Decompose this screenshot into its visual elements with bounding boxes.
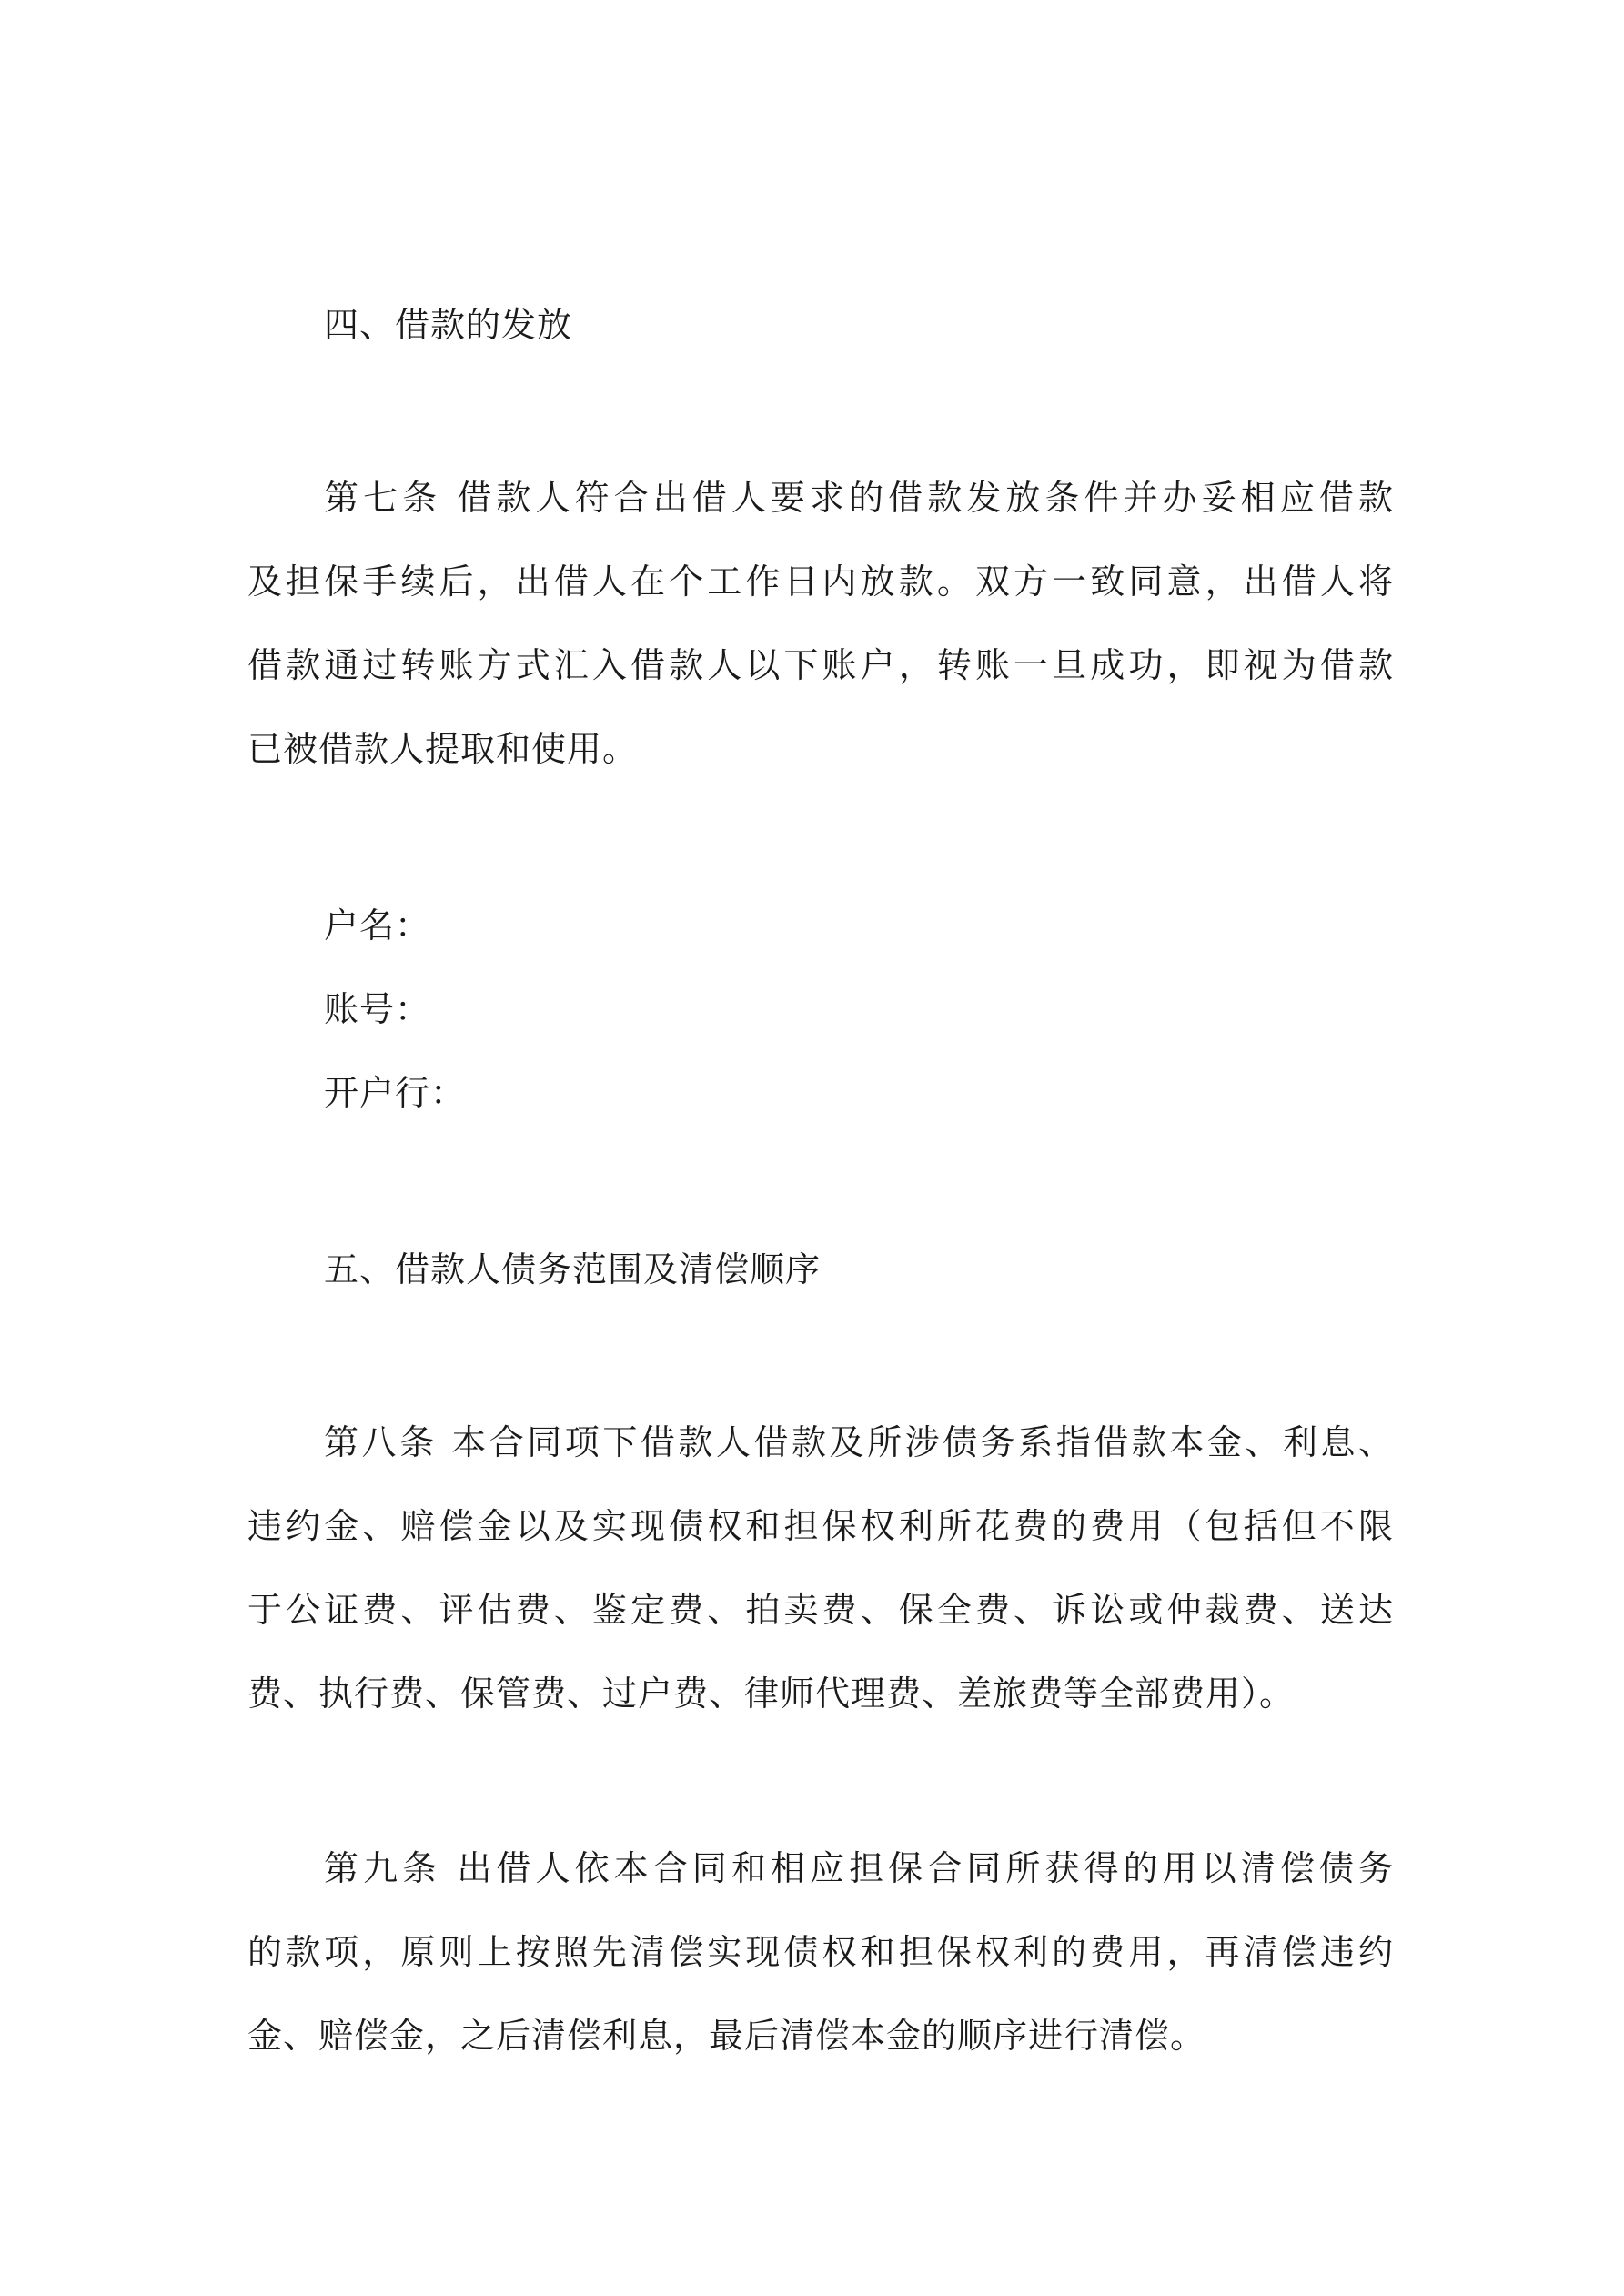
article-9-line-1: 第九条 出借人依本合同和相应担保合同所获得的用以清偿债务 xyxy=(324,1848,1394,1888)
account-number-label: 账号： xyxy=(324,989,431,1029)
account-name-label: 户名： xyxy=(324,905,431,946)
article-7-line-2: 及担保手续后，出借人在个工作日内放款。双方一致同意，出借人将 xyxy=(247,561,1394,602)
article-8-line-1: 第八条 本合同项下借款人借款及所涉债务系指借款本金、利息、 xyxy=(324,1422,1394,1462)
account-bank-label: 开户行： xyxy=(324,1073,467,1113)
section-heading-five: 五、借款人债务范围及清偿顺序 xyxy=(324,1249,822,1290)
article-7-line-4: 已被借款人提取和使用。 xyxy=(247,729,639,769)
section-heading-four: 四、借款的发放 xyxy=(324,305,573,345)
article-7-line-3: 借款通过转账方式汇入借款人以下账户，转账一旦成功，即视为借款 xyxy=(247,645,1394,685)
article-8-line-4: 费、执行费、保管费、过户费、律师代理费、差旅费等全部费用）。 xyxy=(247,1674,1296,1714)
article-7-line-1: 第七条 借款人符合出借人要求的借款发放条件并办妥相应借款 xyxy=(324,478,1394,518)
article-8-line-3: 于公证费、评估费、鉴定费、拍卖费、保全费、诉讼或仲裁费、送达 xyxy=(247,1590,1394,1630)
article-9-line-2: 的款项，原则上按照先清偿实现债权和担保权利的费用，再清偿违约 xyxy=(247,1932,1394,1972)
article-8-line-2: 违约金、赔偿金以及实现债权和担保权利所花费的费用（包括但不限 xyxy=(247,1506,1394,1546)
article-9-line-3: 金、赔偿金，之后清偿利息，最后清偿本金的顺序进行清偿。 xyxy=(247,2016,1206,2056)
